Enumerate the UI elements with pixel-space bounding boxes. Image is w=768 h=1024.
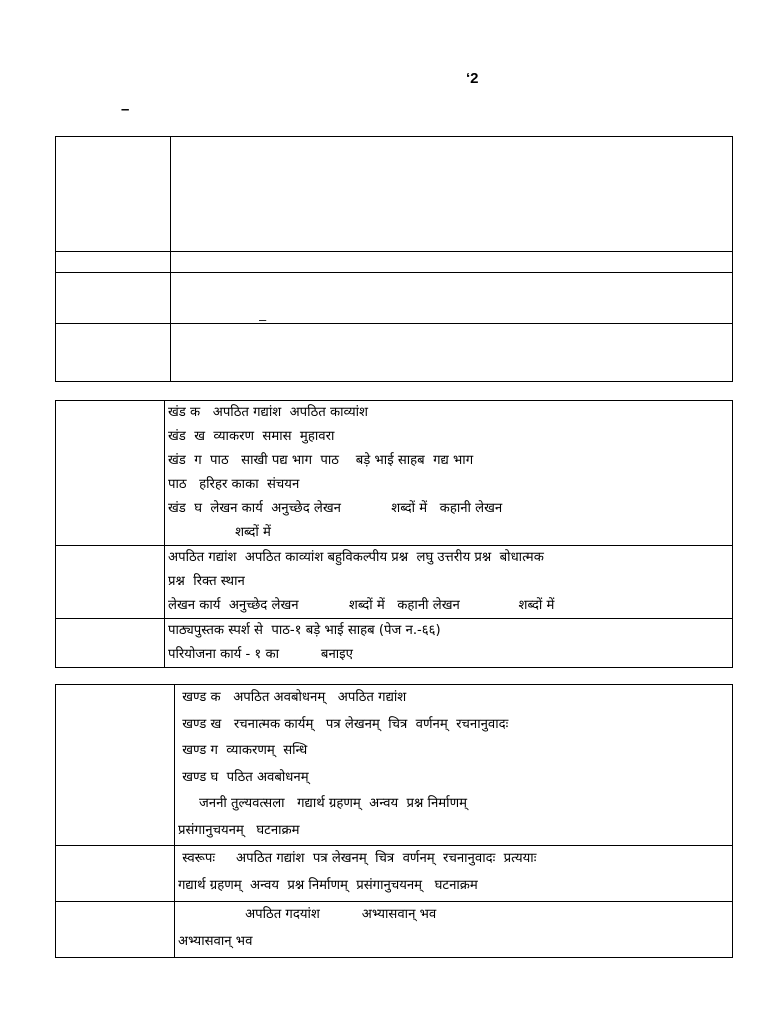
hindi-line: पाठ्यपुस्तक स्पर्श से पाठ-१ बड़े भाई साहब (पेज न.-६६) xyxy=(168,623,441,638)
label-cell xyxy=(56,685,175,846)
hindi-line: खंड क अपठित गद्यांश अपठित काव्यांश xyxy=(168,405,369,420)
sanskrit-line: जननी तुल्यवत्सला गद्यार्थ ग्रहणम् अन्वय प्रश्न निर्माणम् xyxy=(178,796,468,811)
sanskrit-notes-cell xyxy=(175,902,733,958)
sanskrit-line: अपठित गदयांश अभ्यासवान् भव xyxy=(178,907,437,922)
hindi-line: पाठ हरिहर काका संचयन xyxy=(168,477,300,492)
sanskrit-line: खण्ड ग व्याकरणम् सन्धि xyxy=(178,743,308,758)
header-number: ‘2 xyxy=(466,70,479,87)
blank-cell xyxy=(56,273,171,324)
hindi-line: परियोजना कार्य - १ का बनाइए xyxy=(168,647,353,662)
hindi-line: प्रश्न रिक्त स्थान xyxy=(168,574,245,589)
blank-cell xyxy=(56,137,171,252)
hindi-line: अपठित गद्यांश अपठित काव्यांश बहुविकल्पीय प्रश्न लघु उत्तरीय प्रश्न बोधात्मक xyxy=(168,550,544,565)
hindi-pattern-cell xyxy=(165,546,733,619)
sanskrit-line: खण्ड क अपठित अवबोधनम् अपठित गद्यांश xyxy=(178,690,407,705)
sanskrit-line: गद्यार्थ ग्रहणम् अन्वय प्रश्न निर्माणम् प्रसंगानुचयनम् घटनाक्रम xyxy=(178,877,478,893)
label-cell xyxy=(56,619,165,668)
hindi-notes-cell xyxy=(165,619,733,668)
hindi-line: शब्दों में xyxy=(168,525,271,540)
sanskrit-line: प्रसंगानुचयनम् घटनाक्रम xyxy=(178,822,300,838)
blank-cell xyxy=(171,273,733,324)
sanskrit-pattern-cell xyxy=(175,846,733,902)
blank-cell xyxy=(171,137,733,252)
sanskrit-line: खण्ड घ पठित अवबोधनम् xyxy=(178,769,309,785)
sanskrit-line: अभ्यासवान् भव xyxy=(178,933,253,949)
blank-table xyxy=(55,136,733,382)
label-cell xyxy=(56,546,165,619)
sanskrit-line: स्वरूपः अपठित गद्यांश पत्र लेखनम् चित्र वर्णनम् रचनानुवादः प्रत्ययाः xyxy=(178,851,537,866)
hindi-syllabus-table xyxy=(55,400,733,668)
hindi-line: खंड ग पाठ साखी पद्य भाग पाठ बड़े भाई साहब गद्य भाग xyxy=(168,453,474,468)
hindi-line: खंड घ लेखन कार्य अनुच्छेद लेखन शब्दों में कहानी लेखन xyxy=(168,501,503,516)
blank-cell xyxy=(56,324,171,382)
blank-cell xyxy=(56,252,171,273)
label-cell xyxy=(56,902,175,958)
label-cell xyxy=(56,846,175,902)
sanskrit-syllabus-table xyxy=(55,684,733,958)
hindi-sections-cell xyxy=(165,401,733,546)
header-dash: – xyxy=(121,101,130,118)
blank-cell xyxy=(171,252,733,273)
small-dash: – xyxy=(259,312,267,327)
sanskrit-line: खण्ड ख रचनात्मक कार्यम् पत्र लेखनम् चित्र वर्णनम् रचनानुवादः xyxy=(178,716,509,732)
hindi-line: खंड ख व्याकरण समास मुहावरा xyxy=(168,429,335,444)
label-cell xyxy=(56,401,165,546)
sanskrit-sections-cell xyxy=(175,685,733,846)
hindi-line: लेखन कार्य अनुच्छेद लेखन शब्दों में कहानी लेखन शब्दों में xyxy=(168,598,555,613)
blank-cell xyxy=(171,324,733,382)
